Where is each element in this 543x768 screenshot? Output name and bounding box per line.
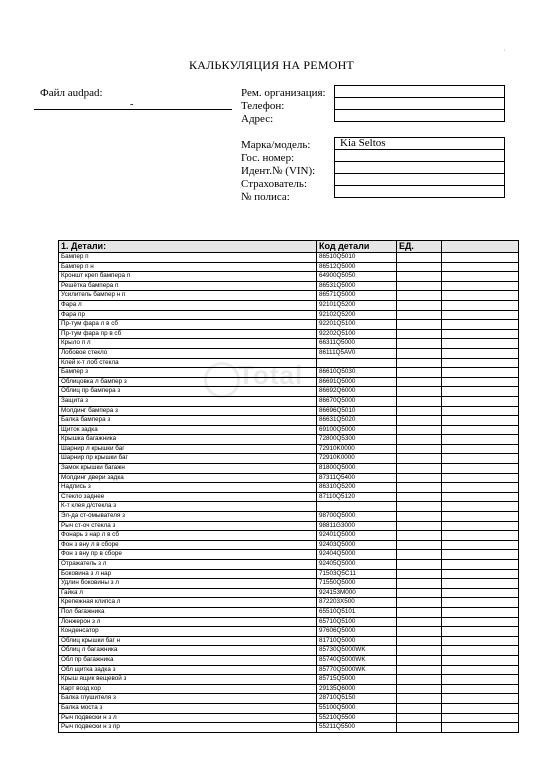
extra-cell xyxy=(442,396,519,406)
extra-cell xyxy=(442,636,519,646)
part-code-cell: 66311Q5000 xyxy=(317,339,397,349)
extra-cell xyxy=(442,435,519,445)
header-unit: ЕД. xyxy=(397,241,442,253)
table-row xyxy=(59,703,519,713)
part-code-cell: 86531Q5000 xyxy=(317,281,397,291)
vehicle-fields-box xyxy=(334,137,505,198)
part-code-cell: 98811G3000 xyxy=(317,521,397,531)
part-code-cell: 81710Q5000 xyxy=(317,636,397,646)
part-code-cell xyxy=(317,358,397,368)
header-code: Код детали xyxy=(317,241,397,253)
unit-cell xyxy=(397,435,442,445)
extra-cell xyxy=(442,291,519,301)
part-name-cell: Рыч подвески н з пр xyxy=(59,723,317,733)
extra-cell xyxy=(442,425,519,435)
part-name-cell: Кроншт креп бампера п xyxy=(59,272,317,282)
extra-cell xyxy=(442,694,519,704)
unit-cell xyxy=(397,492,442,502)
part-name-cell: Боковина з л нар xyxy=(59,569,317,579)
extra-cell xyxy=(442,723,519,733)
part-name-cell: Решётка бампера п xyxy=(59,281,317,291)
extra-cell xyxy=(442,560,519,570)
model-field[interactable]: Kia Seltos xyxy=(335,138,505,150)
part-code-cell: 85770Q5000WK xyxy=(317,665,397,675)
part-name-cell: Лонжерон з л xyxy=(59,617,317,627)
part-name-cell: Пол багажника xyxy=(59,607,317,617)
unit-cell xyxy=(397,272,442,282)
insured-field[interactable] xyxy=(335,174,505,186)
unit-cell xyxy=(397,416,442,426)
part-code-cell: 92202Q5100 xyxy=(317,329,397,339)
part-name-cell: Фон з вну л в сборе xyxy=(59,540,317,550)
extra-cell xyxy=(442,339,519,349)
extra-cell xyxy=(442,464,519,474)
insured-label: Страхователь: xyxy=(241,178,307,190)
table-row xyxy=(59,713,519,723)
extra-cell xyxy=(442,646,519,656)
part-name-cell: Усилитель бампер н п xyxy=(59,291,317,301)
table-row xyxy=(59,655,519,665)
part-code-cell: 92101Q5200 xyxy=(317,300,397,310)
unit-cell xyxy=(397,560,442,570)
part-code-cell: 81800Q5000 xyxy=(317,464,397,474)
extra-cell xyxy=(442,531,519,541)
unit-cell xyxy=(397,262,442,272)
table-row xyxy=(59,291,519,301)
table-row xyxy=(59,723,519,733)
table-row xyxy=(59,253,519,263)
part-name-cell: Облиц пр бампера з xyxy=(59,387,317,397)
extra-cell xyxy=(442,617,519,627)
part-name-cell: Фара пр xyxy=(59,310,317,320)
extra-cell xyxy=(442,703,519,713)
part-code-cell: 85715Q5000 xyxy=(317,675,397,685)
unit-cell xyxy=(397,607,442,617)
file-value: - xyxy=(130,99,134,110)
table-row xyxy=(59,416,519,426)
part-name-cell: Фонарь з нар л в сб xyxy=(59,531,317,541)
part-name-cell: Лобовое стекло xyxy=(59,348,317,358)
part-code-cell: 86610Q5030 xyxy=(317,368,397,378)
extra-cell xyxy=(442,387,519,397)
table-row xyxy=(59,483,519,493)
unit-cell xyxy=(397,483,442,493)
extra-cell xyxy=(442,512,519,522)
part-code-cell: 69100Q5000 xyxy=(317,425,397,435)
table-row xyxy=(59,348,519,358)
unit-cell xyxy=(397,425,442,435)
extra-cell xyxy=(442,665,519,675)
table-row xyxy=(59,406,519,416)
extra-cell xyxy=(442,579,519,589)
part-code-cell: 924153M000 xyxy=(317,588,397,598)
unit-cell xyxy=(397,464,442,474)
unit-cell xyxy=(397,627,442,637)
unit-cell xyxy=(397,598,442,608)
unit-cell xyxy=(397,694,442,704)
extra-cell xyxy=(442,588,519,598)
part-name-cell: Шарнир пр крышки баг xyxy=(59,454,317,464)
address-label: Адрес: xyxy=(241,113,274,125)
table-row xyxy=(59,684,519,694)
part-name-cell: Облиц л багажника xyxy=(59,646,317,656)
part-name-cell: Облиц крышки баг н xyxy=(59,636,317,646)
part-code-cell: 86512Q5000 xyxy=(317,262,397,272)
table-row xyxy=(59,502,519,512)
part-code-cell: 87311Q5400 xyxy=(317,473,397,483)
extra-cell xyxy=(442,684,519,694)
unit-cell xyxy=(397,531,442,541)
unit-cell xyxy=(397,646,442,656)
part-name-cell: Пр-тум фара л в сб xyxy=(59,320,317,330)
table-row xyxy=(59,396,519,406)
extra-cell xyxy=(442,406,519,416)
part-code-cell: 98700Q5000 xyxy=(317,512,397,522)
part-name-cell: Обл щитка задка з xyxy=(59,665,317,675)
unit-cell xyxy=(397,454,442,464)
part-code-cell: 55211Q5500 xyxy=(317,723,397,733)
part-name-cell: Рыч подвески н з л xyxy=(59,713,317,723)
extra-cell xyxy=(442,253,519,263)
unit-cell xyxy=(397,396,442,406)
table-row xyxy=(59,512,519,522)
part-name-cell: Бампер п xyxy=(59,253,317,263)
part-code-cell: 86310Q5200 xyxy=(317,483,397,493)
extra-cell xyxy=(442,358,519,368)
table-row xyxy=(59,425,519,435)
part-code-cell: 86692Q6000 xyxy=(317,387,397,397)
part-code-cell: 97606Q5000 xyxy=(317,627,397,637)
org-fields-box xyxy=(334,85,505,122)
table-row xyxy=(59,310,519,320)
org-field[interactable] xyxy=(335,86,505,98)
phone-field[interactable] xyxy=(335,98,505,110)
extra-cell xyxy=(442,540,519,550)
part-name-cell: Щиток задка xyxy=(59,425,317,435)
table-row xyxy=(59,492,519,502)
phone-label: Телефон: xyxy=(241,100,285,112)
part-code-cell: 55100Q5000 xyxy=(317,703,397,713)
extra-cell xyxy=(442,262,519,272)
extra-cell xyxy=(442,655,519,665)
unit-cell xyxy=(397,723,442,733)
part-code-cell: 71550Q5000 xyxy=(317,579,397,589)
part-code-cell: 28710Q5150 xyxy=(317,694,397,704)
unit-cell xyxy=(397,253,442,263)
table-row xyxy=(59,598,519,608)
part-code-cell: 29135Q6000 xyxy=(317,684,397,694)
part-name-cell: Балка моста з xyxy=(59,703,317,713)
extra-cell xyxy=(442,272,519,282)
part-name-cell: Облицовка л бампер з xyxy=(59,377,317,387)
unit-cell xyxy=(397,588,442,598)
unit-cell xyxy=(397,358,442,368)
table-row xyxy=(59,339,519,349)
table-row xyxy=(59,521,519,531)
unit-cell xyxy=(397,521,442,531)
table-row xyxy=(59,607,519,617)
header-parts: 1. Детали: xyxy=(59,241,317,253)
table-row xyxy=(59,550,519,560)
part-code-cell: 72910K0000 xyxy=(317,444,397,454)
part-name-cell: Бампер з xyxy=(59,368,317,378)
part-code-cell xyxy=(317,502,397,512)
part-name-cell: Гайка л xyxy=(59,588,317,598)
part-name-cell: Стекло заднее xyxy=(59,492,317,502)
table-row xyxy=(59,579,519,589)
file-label: Файл audpad: xyxy=(40,87,103,99)
unit-cell xyxy=(397,703,442,713)
table-row xyxy=(59,531,519,541)
unit-cell xyxy=(397,320,442,330)
plate-field[interactable] xyxy=(335,150,505,162)
unit-cell xyxy=(397,339,442,349)
unit-cell xyxy=(397,636,442,646)
part-code-cell: 65510Q5101 xyxy=(317,607,397,617)
extra-cell xyxy=(442,473,519,483)
part-name-cell: Крышка багажника xyxy=(59,435,317,445)
parts-table xyxy=(58,240,519,733)
table-row xyxy=(59,636,519,646)
part-name-cell: Конденсатор xyxy=(59,627,317,637)
extra-cell xyxy=(442,502,519,512)
unit-cell xyxy=(397,675,442,685)
part-name-cell: Карт возд кор xyxy=(59,684,317,694)
page-mark: · xyxy=(503,46,506,55)
part-name-cell: Фара л xyxy=(59,300,317,310)
extra-cell xyxy=(442,329,519,339)
table-row xyxy=(59,560,519,570)
extra-cell xyxy=(442,483,519,493)
part-code-cell: 92102Q5200 xyxy=(317,310,397,320)
part-name-cell: Крыло п л xyxy=(59,339,317,349)
extra-cell xyxy=(442,416,519,426)
watermark-logo xyxy=(204,362,240,398)
unit-cell xyxy=(397,329,442,339)
part-code-cell: 86696Q5010 xyxy=(317,406,397,416)
unit-cell xyxy=(397,300,442,310)
table-row xyxy=(59,454,519,464)
unit-cell xyxy=(397,444,442,454)
vin-field[interactable] xyxy=(335,162,505,174)
table-row xyxy=(59,281,519,291)
part-code-cell: 86670Q5000 xyxy=(317,396,397,406)
unit-cell xyxy=(397,348,442,358)
extra-cell xyxy=(442,368,519,378)
parts-body xyxy=(59,253,519,733)
part-code-cell: 92405Q5000 xyxy=(317,560,397,570)
extra-cell xyxy=(442,675,519,685)
table-row xyxy=(59,646,519,656)
table-row xyxy=(59,444,519,454)
unit-cell xyxy=(397,713,442,723)
table-row xyxy=(59,665,519,675)
unit-cell xyxy=(397,281,442,291)
part-code-cell: 87110Q5120 xyxy=(317,492,397,502)
table-row xyxy=(59,540,519,550)
part-name-cell: Надпись з xyxy=(59,483,317,493)
extra-cell xyxy=(442,627,519,637)
table-row xyxy=(59,464,519,474)
extra-cell xyxy=(442,444,519,454)
table-row xyxy=(59,272,519,282)
extra-cell xyxy=(442,300,519,310)
unit-cell xyxy=(397,684,442,694)
extra-cell xyxy=(442,454,519,464)
unit-cell xyxy=(397,368,442,378)
table-row xyxy=(59,300,519,310)
extra-cell xyxy=(442,550,519,560)
unit-cell xyxy=(397,502,442,512)
file-underline xyxy=(34,109,232,110)
part-code-cell: 71503Q5C11 xyxy=(317,569,397,579)
part-name-cell: Замок крышки багажн xyxy=(59,464,317,474)
extra-cell xyxy=(442,492,519,502)
unit-cell xyxy=(397,617,442,627)
part-code-cell: 85740Q5000WK xyxy=(317,655,397,665)
unit-cell xyxy=(397,473,442,483)
unit-cell xyxy=(397,569,442,579)
table-row xyxy=(59,262,519,272)
part-name-cell: Балка бампера з xyxy=(59,416,317,426)
address-field[interactable] xyxy=(335,110,505,122)
unit-cell xyxy=(397,579,442,589)
table-row xyxy=(59,329,519,339)
extra-cell xyxy=(442,521,519,531)
part-name-cell: К-т клея д/стекла з xyxy=(59,502,317,512)
table-row xyxy=(59,588,519,598)
part-code-cell: 92401Q5000 xyxy=(317,531,397,541)
policy-field[interactable] xyxy=(335,186,505,198)
table-row xyxy=(59,675,519,685)
part-name-cell: Крыш ящик вещевой з xyxy=(59,675,317,685)
unit-cell xyxy=(397,291,442,301)
table-row xyxy=(59,627,519,637)
part-code-cell: 55210Q5500 xyxy=(317,713,397,723)
part-name-cell: Бампер п н xyxy=(59,262,317,272)
part-name-cell: Эл-да ст-омывателя з xyxy=(59,512,317,522)
part-name-cell: Фон з вну пр в сборе xyxy=(59,550,317,560)
part-code-cell: 65710Q5100 xyxy=(317,617,397,627)
vin-label: Идент.№ (VIN): xyxy=(241,165,316,177)
unit-cell xyxy=(397,377,442,387)
part-name-cell: Клей к-т лоб стекла xyxy=(59,358,317,368)
part-code-cell: 86691Q5000 xyxy=(317,377,397,387)
plate-label: Гос. номер: xyxy=(241,152,295,164)
unit-cell xyxy=(397,406,442,416)
part-name-cell: Молдинг бампера з xyxy=(59,406,317,416)
table-row xyxy=(59,435,519,445)
extra-cell xyxy=(442,569,519,579)
part-code-cell: 92201Q5100 xyxy=(317,320,397,330)
part-name-cell: Обл пр багажника xyxy=(59,655,317,665)
unit-cell xyxy=(397,550,442,560)
extra-cell xyxy=(442,310,519,320)
extra-cell xyxy=(442,713,519,723)
part-code-cell: 92403Q5000 xyxy=(317,540,397,550)
extra-cell xyxy=(442,598,519,608)
part-code-cell: 872203X500 xyxy=(317,598,397,608)
part-code-cell: 85730Q5000WK xyxy=(317,646,397,656)
page-title: КАЛЬКУЛЯЦИЯ НА РЕМОНТ xyxy=(189,58,354,72)
part-code-cell: 64900Q5050 xyxy=(317,272,397,282)
unit-cell xyxy=(397,387,442,397)
extra-cell xyxy=(442,607,519,617)
parts-header-row xyxy=(59,241,519,253)
part-code-cell: 86631Q5020 xyxy=(317,416,397,426)
unit-cell xyxy=(397,665,442,675)
extra-cell xyxy=(442,281,519,291)
unit-cell xyxy=(397,512,442,522)
part-name-cell: Молдинг двери задка xyxy=(59,473,317,483)
part-name-cell: Балка глушителя з xyxy=(59,694,317,704)
policy-label: № полиса: xyxy=(241,191,290,203)
part-name-cell: Отражатель з л xyxy=(59,560,317,570)
part-code-cell: 72800Q5300 xyxy=(317,435,397,445)
part-name-cell: Шарнир л крышки баг xyxy=(59,444,317,454)
table-row xyxy=(59,473,519,483)
part-code-cell: 86111Q5AV0 xyxy=(317,348,397,358)
unit-cell xyxy=(397,540,442,550)
model-label: Марка/модель: xyxy=(241,139,311,151)
part-code-cell: 86571Q5000 xyxy=(317,291,397,301)
part-name-cell: Рыч ст-оч стекла з xyxy=(59,521,317,531)
part-name-cell: Крепежная клипса л xyxy=(59,598,317,608)
table-row xyxy=(59,320,519,330)
extra-cell xyxy=(442,377,519,387)
watermark-text: Total xyxy=(238,360,304,390)
table-row xyxy=(59,569,519,579)
part-code-cell: 92404Q5000 xyxy=(317,550,397,560)
part-code-cell: 72910K0000 xyxy=(317,454,397,464)
header-extra xyxy=(442,241,519,253)
part-name-cell: Удлин боковины з л xyxy=(59,579,317,589)
unit-cell xyxy=(397,655,442,665)
part-name-cell: Защита з xyxy=(59,396,317,406)
unit-cell xyxy=(397,310,442,320)
table-row xyxy=(59,694,519,704)
table-row xyxy=(59,617,519,627)
org-label: Рем. организация: xyxy=(241,87,326,99)
extra-cell xyxy=(442,348,519,358)
part-name-cell: Пр-тум фара пр в сб xyxy=(59,329,317,339)
extra-cell xyxy=(442,320,519,330)
part-code-cell: 86510Q5010 xyxy=(317,253,397,263)
